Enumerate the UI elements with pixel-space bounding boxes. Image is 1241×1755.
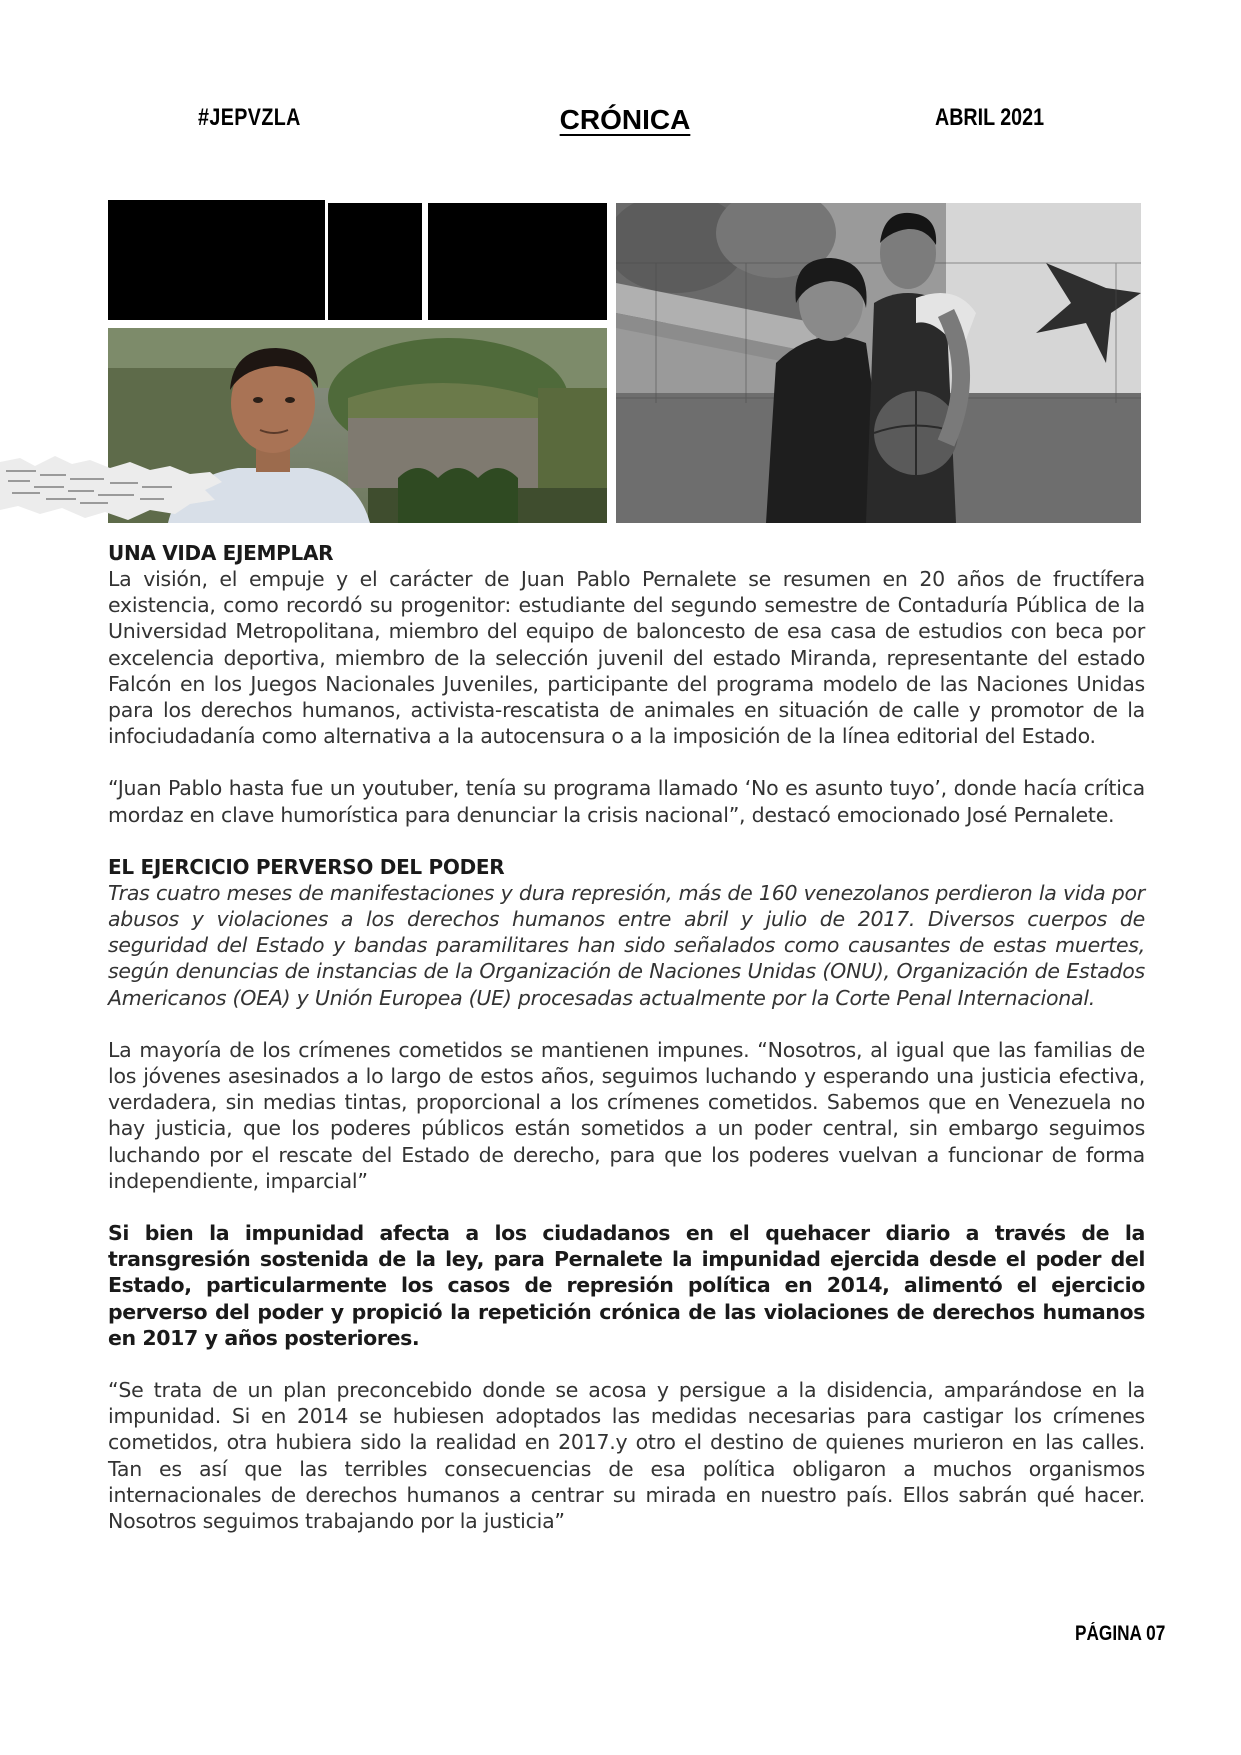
issue-date: ABRIL 2021 — [935, 104, 1045, 131]
paragraph: La mayoría de los crímenes cometidos se mantienen impunes. “Nosotros, al igual que las familias de los jóvenes asesinados a lo largo de estos años, seguimos luchando y esperando una justicia efectiva, verdadera, sin medias tintas, proporcional a los crímenes cometidos. Sabemos que en Venezuela no hay justicia, que los poderes públicos están sometidos a un poder central, sin embargo seguimos luchando por el rescate del Estado de derecho, para que los poderes vuelvan a funcionar de forma independiente, imparcial” — [108, 1037, 1145, 1193]
section-title-ejercicio-perverso: EL EJERCICIO PERVERSO DEL PODER — [108, 854, 505, 879]
black-block-1 — [108, 200, 325, 320]
paragraph: La visión, el empuje y el carácter de Juan Pablo Pernalete se resumen en 20 años de fructífera existencia, como recordó su progenitor: estudiante del segundo semestre de Contaduría Pública de la Universidad Metropolitana, miembro del equipo de baloncesto de esa casa de estudios con beca por excelencia deportiva, miembro de la selección juvenil del estado Miranda, representante del estado Falcón en los Juegos Nacionales Juveniles, participante del programa modelo de las Naciones Unidas para los derechos humanos, activista-rescatista de animales en situación de calle y promotor de la infociudadanía como alternativa a la autocensura o a la imposición de la línea editorial del Estado. — [108, 567, 1145, 749]
section-title-vida-ejemplar: UNA VIDA EJEMPLAR — [108, 541, 334, 565]
paragraph-quote: “Se trata de un plan preconcebido donde se acosa y persigue a la disidencia, amparándose en la impunidad. Si en 2014 se hubiesen adoptados las medidas necesarias para castigar los crímenes cometidos, otra hubiera sido la realidad en 2017.y otro el destino de quienes murieron en las calles. Tan es así que las terribles consecuencias de esa política obligaron a muchos organismos internacionales de derechos humanos a centrar su mirada en nuestro país. Ellos sabrán qué hacer. Nosotros seguimos trabajando por la justicia” — [108, 1378, 1145, 1534]
hashtag-label: #JEPVZLA — [198, 104, 301, 131]
black-block-3 — [428, 203, 607, 320]
paragraph-italic: Tras cuatro meses de manifestaciones y dura represión, más de 160 venezolanos perdieron la vida por abusos y violaciones a los derechos humanos entre abril y julio de 2017. Diversos cuerpos de seguridad del Estado y bandas paramilitares han sido señalados como causantes de estas muertes, según denuncias de instancias de la Organización de Naciones Unidas (ONU), Organización de Estados Americanos (OEA) y Unión Europea (UE) procesadas actualmente por la Corte Penal Internacional. — [108, 880, 1145, 1010]
page-number: PÁGINA 07 — [1075, 1622, 1166, 1645]
section-heading: CRÓNICA — [559, 104, 691, 135]
article-body — [108, 540, 1145, 1534]
paragraph-quote: “Juan Pablo hasta fue un youtuber, tenía su programa llamado ‘No es asunto tuyo’, donde hacía crítica mordaz en clave humorística para denunciar la crisis nacional”, destacó emocionado José Pernalete. — [108, 776, 1145, 827]
paragraph-highlight: Si bien la impunidad afecta a los ciudadanos en el quehacer diario a través de la transgresión sostenida de la ley, para Pernalete la impunidad ejercida desde el poder del Estado, particularmente los casos de represión política en 2014, alimentó el ejercicio perverso del poder y propició la repetición crónica de las violaciones de derechos humanos en 2017 y años posteriores. — [108, 1221, 1145, 1350]
family-photo — [616, 203, 1141, 523]
torn-paper-decoration — [0, 452, 225, 531]
black-block-2 — [328, 203, 422, 320]
